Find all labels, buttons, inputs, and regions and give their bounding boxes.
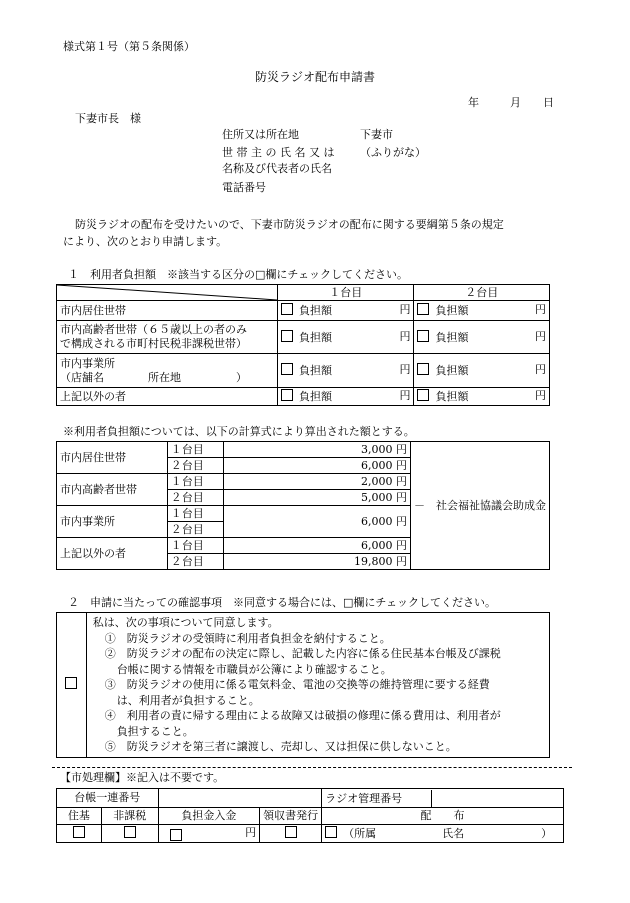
unit-label: １台目 <box>167 442 224 458</box>
agreement-item-cont: 負担すること。 <box>116 724 194 738</box>
checkbox[interactable] <box>417 330 429 342</box>
unit-label: ２台目 <box>167 458 224 474</box>
checkbox[interactable] <box>417 389 429 401</box>
date-day: 日 <box>543 96 554 109</box>
burden-table <box>56 284 550 406</box>
phone-label: 電話番号 <box>222 181 266 194</box>
agreement-item: ④ 利用者の責に帰する理由による故障又は破損の修理に係る費用は、利用者が <box>104 709 501 722</box>
burden-cell[interactable]: 負担額 円 <box>278 354 414 388</box>
amount-cell: 5,000 円 <box>224 490 411 506</box>
burden-cell[interactable]: 負担額 円 <box>414 301 550 321</box>
checkbox[interactable] <box>65 677 77 689</box>
distribution-cell[interactable]: （所属 氏名 ） <box>322 825 564 843</box>
burden-cell[interactable]: 負担額 円 <box>414 354 550 388</box>
row-label: 市内居住世帯 <box>57 301 278 321</box>
fee-table <box>56 441 550 570</box>
category-label: 市内事業所 <box>57 506 168 538</box>
amount-cell: 2,000 円 <box>224 474 411 490</box>
address-value: 下妻市 <box>360 128 393 141</box>
date-year: 年 <box>468 96 479 109</box>
col-juki: 住基 <box>57 808 102 825</box>
address-label: 住所又は所在地 <box>222 128 299 141</box>
col-nontax: 非課税 <box>101 808 158 825</box>
receipt-check[interactable] <box>260 825 322 843</box>
col-payment: 負担金入金 <box>158 808 259 825</box>
checkbox[interactable] <box>281 303 293 315</box>
agreement-item-cont: は、利用者が負担すること。 <box>116 693 260 707</box>
checkbox[interactable] <box>170 829 182 841</box>
juki-check[interactable] <box>57 825 102 843</box>
checkbox[interactable] <box>73 826 85 838</box>
checkbox[interactable] <box>281 330 293 342</box>
unit-label: ２台目 <box>167 554 224 570</box>
burden-cell[interactable]: 負担額 円 <box>278 321 414 354</box>
agreement-item: ① 防災ラジオの受領時に利用者負担金を納付すること。 <box>104 631 391 645</box>
furigana-label: （ふりがな） <box>360 146 426 159</box>
unit-label: １台目 <box>167 538 224 554</box>
amount-cell: 6,000 円 <box>224 458 411 474</box>
agreement-item: ② 防災ラジオの配布の決定に際し、記載した内容に係る住民基本台帳及び課税 <box>104 647 501 660</box>
row-label: 上記以外の者 <box>57 388 278 406</box>
addressee: 下妻市長 様 <box>75 112 141 125</box>
category-label: 上記以外の者 <box>57 538 168 570</box>
agreement-item-cont: 台帳に関する情報を市職員が公簿により確認すること。 <box>116 662 392 676</box>
checkbox[interactable] <box>124 826 136 838</box>
agree-checkbox-cell[interactable] <box>57 613 87 758</box>
agreement-item: ③ 防災ラジオの使用に係る電気料金、電池の交換等の維持管理に要する経費 <box>104 678 490 691</box>
representative-label: 名称及び代表者の氏名 <box>222 162 332 175</box>
unit-label: １台目 <box>167 474 224 490</box>
checkbox[interactable] <box>417 303 429 315</box>
amount-cell: 3,000 円 <box>224 442 411 458</box>
checkbox[interactable] <box>417 363 429 375</box>
row-label: 市内事業所 （店舗名 所在地 ） <box>57 354 278 388</box>
amount-cell: 6,000 円 <box>224 538 411 554</box>
burden-cell[interactable]: 負担額 円 <box>278 301 414 321</box>
checkbox[interactable] <box>281 363 293 375</box>
ledger-value[interactable] <box>158 789 321 808</box>
category-label: 市内高齢者世帯 <box>57 474 168 506</box>
section2-heading: ２ 申請に当たっての確認事項 ※同意する場合には、□欄にチェックしてください。 <box>68 596 497 609</box>
section1-heading: １ 利用者負担額 ※該当する区分の□欄にチェックしてください。 <box>68 268 409 281</box>
row-label: 市内高齢者世帯（６５歳以上の者のみ で構成される市町村民税非課税世帯） <box>57 321 278 354</box>
intro-line-2: により、次のとおり申請します。 <box>63 235 228 248</box>
burden-cell[interactable]: 負担額 円 <box>414 388 550 406</box>
name-label: 世 帯 主 の 氏 名 又 は <box>222 146 335 159</box>
date-month: 月 <box>510 96 521 109</box>
office-table <box>56 788 564 843</box>
agreement-text <box>86 613 549 758</box>
nontax-check[interactable] <box>101 825 158 843</box>
burden-cell[interactable]: 負担額 円 <box>278 388 414 406</box>
checkbox[interactable] <box>281 389 293 401</box>
unit-label: １台目 <box>167 506 224 522</box>
col-receipt: 領収書発行 <box>260 808 322 825</box>
page-title: 防災ラジオ配布申請書 <box>255 70 376 84</box>
agreement-item: ⑤ 防災ラジオを第三者に譲渡し、売却し、又は担保に供しないこと。 <box>104 740 457 753</box>
amount-cell: 19,800 円 <box>224 554 411 570</box>
form-number: 様式第１号（第５条関係） <box>63 40 195 53</box>
office-heading: 【市処理欄】※記入は不要です。 <box>60 771 225 784</box>
ledger-label: 台帳一連番号 <box>57 789 159 808</box>
cut-line <box>52 767 572 768</box>
agreement-table <box>56 612 550 758</box>
intro-line-1: 防災ラジオの配布を受けたいので、下妻市防災ラジオの配布に関する要綱第５条の規定 <box>75 218 504 231</box>
unit-label: ２台目 <box>167 522 224 538</box>
category-label: 市内居住世帯 <box>57 442 168 474</box>
checkbox[interactable] <box>285 826 297 838</box>
radio-number-cell[interactable] <box>322 789 564 808</box>
col-unit1: １台目 <box>278 285 414 301</box>
diagonal-header-cell <box>57 285 278 301</box>
col-unit2: ２台目 <box>414 285 550 301</box>
formula-cell: － 社会福祉協議会助成金 <box>410 442 549 570</box>
burden-cell[interactable]: 負担額 円 <box>414 321 550 354</box>
col-distribution: 配 布 <box>322 808 564 825</box>
amount-cell: 6,000 円 <box>224 506 411 538</box>
payment-cell[interactable]: 円 <box>158 825 259 843</box>
agreement-lead: 私は、次の事項について同意します。 <box>92 616 279 629</box>
radio-label: ラジオ管理番号 <box>322 790 432 807</box>
checkbox[interactable] <box>325 826 337 838</box>
unit-label: ２台目 <box>167 490 224 506</box>
fee-note: ※利用者負担額については、以下の計算式により算出された額とする。 <box>63 425 415 438</box>
